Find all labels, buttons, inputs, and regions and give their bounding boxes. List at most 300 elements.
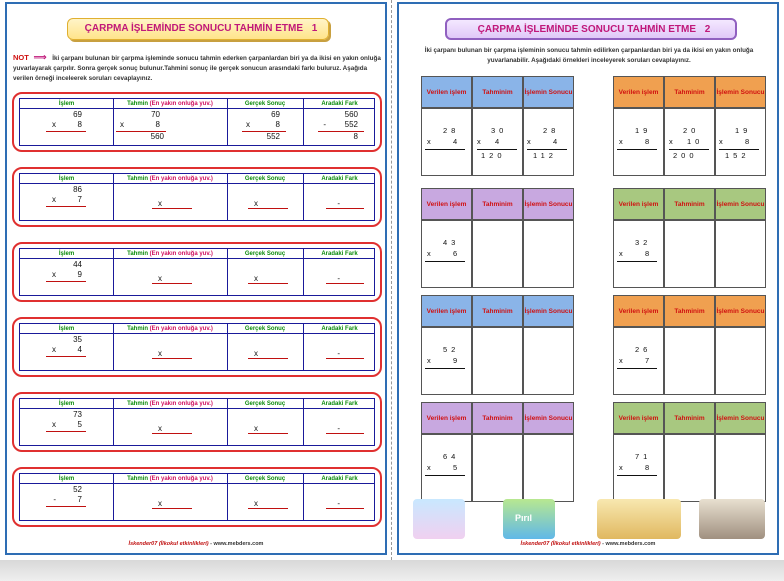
- header-islem: [20, 249, 113, 259]
- factor-a: 19: [635, 126, 652, 135]
- box-header-label: Tahminim: [482, 200, 513, 208]
- header-label: Gerçek Sonuç: [244, 176, 286, 182]
- box-cell[interactable]: [715, 327, 766, 395]
- factor-b: 4: [77, 345, 82, 354]
- box-cell[interactable]: [715, 220, 766, 288]
- box-header-label: İşlemin Sonucu: [524, 88, 573, 96]
- box-header-label: Verilen işlem: [618, 200, 659, 208]
- answer-line[interactable]: [248, 433, 288, 434]
- worksheet-page-1: [5, 2, 387, 555]
- exercise-box: [613, 76, 766, 176]
- estimate-a: 70: [151, 110, 160, 119]
- header-label: Gerçek Sonuç: [244, 476, 286, 482]
- page-title-1: [67, 18, 329, 40]
- column-divider: [227, 474, 228, 520]
- exercise-box: [613, 402, 766, 502]
- header-label: İşlem: [58, 176, 75, 182]
- operator: x: [52, 120, 56, 129]
- box-header: [472, 402, 523, 434]
- factor-a: 43: [443, 238, 460, 247]
- actual-a: 69: [271, 110, 280, 119]
- operator: x: [527, 137, 535, 146]
- column-divider: [227, 249, 228, 295]
- box-header-label: Tahminim: [674, 88, 705, 96]
- box-cell[interactable]: [715, 434, 766, 502]
- estimate-operator: x: [158, 199, 162, 208]
- box-header: [523, 76, 574, 108]
- sum-line: [617, 475, 657, 476]
- header-fark: [303, 249, 376, 259]
- box-header-label: Tahminim: [482, 88, 513, 96]
- estimate-result: 200: [673, 151, 698, 160]
- answer-line[interactable]: [326, 508, 364, 509]
- title-text: ÇARPMA İŞLEMİNDE SONUCU TAHMİN ETME: [477, 24, 696, 35]
- operator: x: [619, 137, 627, 146]
- factor-a: 71: [635, 452, 652, 461]
- actual-operator: x: [254, 349, 258, 358]
- header-label: Tahmin: [127, 251, 148, 257]
- cartoon-image-piril: [503, 499, 555, 539]
- exercise-table: [19, 473, 375, 521]
- answer-line[interactable]: [326, 433, 364, 434]
- operator: x: [619, 249, 627, 258]
- title-number: 2: [704, 24, 711, 35]
- box-header-label: Verilen işlem: [618, 307, 659, 315]
- diff-operator: -: [337, 199, 340, 208]
- exercise-box: [421, 188, 574, 288]
- cartoon-image-1: [413, 499, 465, 539]
- operator: x: [719, 137, 727, 146]
- header-paren: (En yakın onluğa yuv.): [149, 476, 213, 482]
- header-tahmin: [113, 99, 227, 109]
- actual-result: 552: [266, 132, 280, 141]
- footer-site: - www.mebders.com: [208, 541, 264, 547]
- box-header: [613, 402, 664, 434]
- box-header: [664, 402, 715, 434]
- header-label: Tahmin: [127, 101, 148, 107]
- box-header-label: Verilen işlem: [426, 88, 467, 96]
- footer-2: [399, 541, 777, 547]
- header-gercek: [227, 174, 303, 184]
- answer-line[interactable]: [152, 433, 192, 434]
- header-fark: [303, 174, 376, 184]
- header-label: Aradaki Fark: [321, 476, 358, 482]
- box-header-label: Verilen işlem: [618, 414, 659, 422]
- header-paren: (En yakın onluğa yuv.): [149, 176, 213, 182]
- box-header: [523, 402, 574, 434]
- operator: x: [52, 270, 56, 279]
- exercise-box: [421, 295, 574, 395]
- operator: -: [323, 120, 326, 129]
- diff-operator: -: [337, 349, 340, 358]
- sum-line: [719, 149, 759, 150]
- actual-operator: x: [254, 424, 258, 433]
- column-divider: [113, 324, 114, 370]
- exercise-table: [19, 248, 375, 296]
- factor-a: 32: [635, 238, 652, 247]
- box-header: [421, 188, 472, 220]
- actual-b: 8: [745, 137, 754, 146]
- header-fark: [303, 99, 376, 109]
- sum-line: [46, 206, 86, 207]
- header-label: Aradaki Fark: [321, 326, 358, 332]
- factor-b: 7: [77, 495, 82, 504]
- answer-line[interactable]: [326, 283, 364, 284]
- header-label: İşlem: [58, 401, 75, 407]
- column-divider: [227, 174, 228, 220]
- exercise-box: [421, 402, 574, 502]
- operator: x: [120, 120, 124, 129]
- actual-b: 4: [553, 137, 562, 146]
- exercise-table: [19, 398, 375, 446]
- footer-author: İskender07 (İlkokul etkinlikleri): [128, 541, 209, 547]
- exercise-box: [613, 188, 766, 288]
- table-header: [20, 99, 374, 109]
- box-header-label: İşlemin Sonucu: [716, 200, 765, 208]
- box-header-label: Tahminim: [674, 307, 705, 315]
- box-header-label: Verilen işlem: [426, 414, 467, 422]
- factor-b: 7: [645, 356, 654, 365]
- box-header: [421, 295, 472, 327]
- sum-line: [425, 368, 465, 369]
- operator: x: [619, 463, 627, 472]
- worksheet-page-2: [397, 2, 779, 555]
- column-divider: [303, 474, 304, 520]
- answer-line[interactable]: [326, 208, 364, 209]
- column-divider: [113, 99, 114, 145]
- sum-line: [617, 368, 657, 369]
- box-cell[interactable]: [664, 327, 715, 395]
- operator: x: [52, 345, 56, 354]
- operator: x: [246, 120, 250, 129]
- cartoon-image-animals: [597, 499, 681, 539]
- exercise-row: [12, 167, 382, 227]
- estimate-b: 8: [155, 120, 160, 129]
- exercise-box: [613, 295, 766, 395]
- box-cell[interactable]: [523, 434, 574, 502]
- table-header: [20, 474, 374, 484]
- factor-a: 28: [443, 126, 460, 135]
- factor-a: 44: [73, 260, 82, 269]
- sum-line: [527, 149, 567, 150]
- sum-line: [46, 281, 86, 282]
- factor-b: 7: [77, 195, 82, 204]
- box-header: [523, 188, 574, 220]
- header-islem: [20, 174, 113, 184]
- operator: x: [427, 356, 435, 365]
- box-header: [715, 188, 766, 220]
- factor-a: 35: [73, 335, 82, 344]
- diff-operator: -: [337, 499, 340, 508]
- factor-b: 4: [453, 137, 462, 146]
- box-header-label: Verilen işlem: [618, 88, 659, 96]
- exercise-row: [12, 392, 382, 452]
- header-paren: (En yakın onluğa yuv.): [149, 326, 213, 332]
- diff-b: 552: [344, 120, 358, 129]
- estimate-result: 120: [481, 151, 506, 160]
- header-islem: [20, 324, 113, 334]
- table-header: [20, 249, 374, 259]
- sum-line: [425, 149, 465, 150]
- factor-a: 64: [443, 452, 460, 461]
- factor-a: 69: [73, 110, 82, 119]
- box-header: [421, 402, 472, 434]
- actual-result: 112: [533, 151, 557, 160]
- box-header-label: Tahminim: [674, 414, 705, 422]
- sum-line: [46, 431, 86, 432]
- factor-a: 86: [73, 185, 82, 194]
- answer-line[interactable]: [152, 208, 192, 209]
- diff-operator: -: [337, 424, 340, 433]
- diff-operator: -: [337, 274, 340, 283]
- header-label: Aradaki Fark: [321, 101, 358, 107]
- column-divider: [303, 249, 304, 295]
- box-header-label: İşlemin Sonucu: [716, 414, 765, 422]
- intro-paragraph: İki çarpanı bulunan bir çarpma işleminde sonucu tahmin ederken çarpanlardan biri ya da ikisi en yakın onluğa yuvarlayarak çarpılır. Sonra gerçek sonuç bulunur.Tahmini sonuç ile gerçek sonucun arasındaki farkı buluruz. Aşağıda verilen örneği inceleerek soruları cevaplayınız.: [13, 55, 381, 82]
- header-label: Aradaki Fark: [321, 251, 358, 257]
- header-label: İşlem: [58, 476, 75, 482]
- box-cell[interactable]: [472, 220, 523, 288]
- operator: x: [52, 195, 56, 204]
- box-cell[interactable]: [523, 220, 574, 288]
- factor-b: 8: [645, 463, 654, 472]
- box-header: [664, 76, 715, 108]
- box-header: [472, 76, 523, 108]
- title-number: 1: [311, 23, 318, 34]
- operator: x: [477, 137, 485, 146]
- title-text: ÇARPMA İŞLEMİNDE SONUCU TAHMİN ETME: [84, 23, 303, 34]
- box-header: [421, 76, 472, 108]
- operator: x: [427, 463, 435, 472]
- exercise-row: [12, 467, 382, 527]
- header-paren: (En yakın onluğa yuv.): [149, 101, 213, 107]
- factor-b: 8: [77, 120, 82, 129]
- factor-a: 52: [443, 345, 460, 354]
- column-divider: [113, 249, 114, 295]
- header-fark: [303, 474, 376, 484]
- sum-line: [425, 475, 465, 476]
- sum-line: [425, 261, 465, 262]
- sum-line: [46, 131, 86, 132]
- header-label: Tahmin: [127, 401, 148, 407]
- column-divider: [227, 324, 228, 370]
- box-cell[interactable]: [523, 327, 574, 395]
- box-header: [613, 76, 664, 108]
- header-islem: [20, 399, 113, 409]
- box-header: [613, 188, 664, 220]
- factor-a: 52: [73, 485, 82, 494]
- exercise-row: [12, 317, 382, 377]
- factor-b: 9: [77, 270, 82, 279]
- column-divider: [303, 99, 304, 145]
- table-header: [20, 174, 374, 184]
- estimate-a: 20: [683, 126, 700, 135]
- factor-a: 26: [635, 345, 652, 354]
- actual-b: 8: [275, 120, 280, 129]
- header-tahmin: [113, 174, 227, 184]
- page-divider: [391, 0, 392, 560]
- intro-text-1: [13, 52, 381, 84]
- cartoon-image-animals-2: [699, 499, 765, 539]
- box-cell[interactable]: [472, 434, 523, 502]
- header-islem: [20, 99, 113, 109]
- column-divider: [227, 99, 228, 145]
- table-header: [20, 324, 374, 334]
- column-divider: [113, 399, 114, 445]
- estimate-operator: x: [158, 349, 162, 358]
- box-cell[interactable]: [472, 327, 523, 395]
- diff-result: 8: [353, 132, 358, 141]
- box-header-label: Verilen işlem: [426, 200, 467, 208]
- estimate-b: 4: [495, 137, 504, 146]
- operator: x: [427, 137, 435, 146]
- box-header: [664, 188, 715, 220]
- header-label: İşlem: [58, 326, 75, 332]
- intro-text-2: İki çarpanı bulunan bir çarpma işleminin sonucu tahmin edilirken çarpanlardan biri ya da ikisi en yakın onluğa yuvarlanabilir. Aşağıdaki örnekleri inceleyerek soruları cevaplayınız.: [424, 47, 754, 64]
- sum-line: [46, 356, 86, 357]
- box-header-label: Tahminim: [482, 414, 513, 422]
- box-header-label: İşlemin Sonucu: [524, 307, 573, 315]
- header-paren: (En yakın onluğa yuv.): [149, 401, 213, 407]
- box-header-label: İşlemin Sonucu: [716, 307, 765, 315]
- estimate-operator: x: [158, 499, 162, 508]
- answer-line[interactable]: [326, 358, 364, 359]
- exercise-row: [12, 242, 382, 302]
- exercise-row: [12, 92, 382, 152]
- factor-b: 8: [645, 137, 654, 146]
- sum-line: [617, 261, 657, 262]
- box-header-label: İşlemin Sonucu: [524, 414, 573, 422]
- header-label: Tahmin: [127, 326, 148, 332]
- estimate-operator: x: [158, 274, 162, 283]
- not-label: NOT: [13, 53, 29, 62]
- page-title-2: [445, 18, 737, 40]
- header-tahmin: [113, 399, 227, 409]
- footer-1: [7, 541, 385, 547]
- actual-result: 152: [725, 151, 750, 160]
- sum-line: [46, 506, 86, 507]
- answer-line[interactable]: [152, 283, 192, 284]
- factor-a: 73: [73, 410, 82, 419]
- exercise-box: [421, 76, 574, 176]
- header-label: İşlem: [58, 101, 75, 107]
- header-label: Aradaki Fark: [321, 176, 358, 182]
- column-divider: [227, 399, 228, 445]
- header-gercek: [227, 249, 303, 259]
- box-header-label: İşlemin Sonucu: [716, 88, 765, 96]
- header-label: Aradaki Fark: [321, 401, 358, 407]
- box-header: [715, 76, 766, 108]
- header-label: Gerçek Sonuç: [244, 401, 286, 407]
- sum-line: [669, 149, 709, 150]
- box-header: [472, 188, 523, 220]
- piril-label: Pırıl: [515, 513, 533, 523]
- header-label: Gerçek Sonuç: [244, 326, 286, 332]
- header-label: İşlem: [58, 251, 75, 257]
- footer-author: İskender07 (İlkokul etkinlikleri): [520, 541, 601, 547]
- bottom-shadow: [0, 560, 784, 581]
- footer-site: - www.mebders.com: [600, 541, 656, 547]
- header-fark: [303, 399, 376, 409]
- estimate-result: 560: [150, 132, 164, 141]
- header-islem: [20, 474, 113, 484]
- factor-b: 5: [453, 463, 462, 472]
- header-label: Gerçek Sonuç: [244, 101, 286, 107]
- box-header-label: Tahminim: [674, 200, 705, 208]
- actual-a: 19: [735, 126, 752, 135]
- header-tahmin: [113, 324, 227, 334]
- header-gercek: [227, 99, 303, 109]
- sum-line: [477, 149, 517, 150]
- answer-line[interactable]: [248, 358, 288, 359]
- factor-b: 6: [453, 249, 462, 258]
- box-header: [664, 295, 715, 327]
- actual-operator: x: [254, 499, 258, 508]
- header-paren: (En yakın onluğa yuv.): [149, 251, 213, 257]
- exercise-table: [19, 98, 375, 146]
- header-tahmin: [113, 249, 227, 259]
- operator: -: [53, 495, 56, 504]
- header-gercek: [227, 399, 303, 409]
- header-gercek: [227, 324, 303, 334]
- answer-line[interactable]: [248, 283, 288, 284]
- answer-line[interactable]: [248, 508, 288, 509]
- actual-operator: x: [254, 274, 258, 283]
- box-cell[interactable]: [664, 434, 715, 502]
- answer-line[interactable]: [152, 508, 192, 509]
- column-divider: [113, 474, 114, 520]
- column-divider: [303, 324, 304, 370]
- operator: x: [619, 356, 627, 365]
- box-header-label: Verilen işlem: [426, 307, 467, 315]
- header-tahmin: [113, 474, 227, 484]
- column-divider: [303, 399, 304, 445]
- operator: x: [427, 249, 435, 258]
- answer-line[interactable]: [248, 208, 288, 209]
- column-divider: [113, 174, 114, 220]
- box-header: [472, 295, 523, 327]
- factor-b: 8: [645, 249, 654, 258]
- box-header: [613, 295, 664, 327]
- estimate-b: 10: [687, 137, 704, 146]
- factor-b: 9: [453, 356, 462, 365]
- exercise-table: [19, 323, 375, 371]
- sum-line: [617, 149, 657, 150]
- table-header: [20, 399, 374, 409]
- header-label: Gerçek Sonuç: [244, 251, 286, 257]
- box-header: [523, 295, 574, 327]
- estimate-operator: x: [158, 424, 162, 433]
- box-cell[interactable]: [664, 220, 715, 288]
- operator: x: [669, 137, 677, 146]
- operator: x: [52, 420, 56, 429]
- box-header: [715, 295, 766, 327]
- header-label: Tahmin: [127, 176, 148, 182]
- factor-b: 5: [77, 420, 82, 429]
- box-header-label: İşlemin Sonucu: [524, 200, 573, 208]
- column-divider: [303, 174, 304, 220]
- actual-a: 28: [543, 126, 560, 135]
- box-header: [715, 402, 766, 434]
- header-label: Tahmin: [127, 476, 148, 482]
- header-fark: [303, 324, 376, 334]
- diff-a: 560: [344, 110, 358, 119]
- header-gercek: [227, 474, 303, 484]
- answer-line[interactable]: [152, 358, 192, 359]
- estimate-a: 30: [491, 126, 508, 135]
- actual-operator: x: [254, 199, 258, 208]
- arrow-right-icon: ⟹: [33, 52, 47, 62]
